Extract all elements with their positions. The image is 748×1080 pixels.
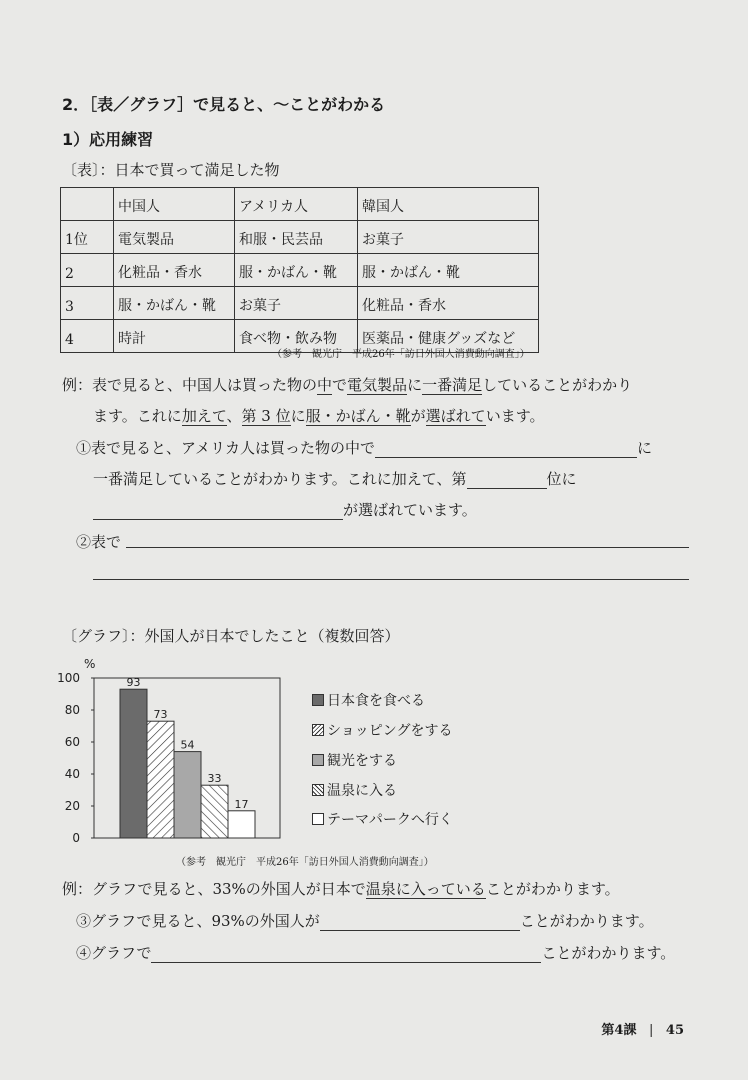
graph-label: 〔グラフ〕：外国人が日本でしたこと（複数回答） [62,627,400,645]
table-cell: 4 [61,320,114,353]
exercise-1-line-1 [76,437,652,458]
example-text: が [410,407,426,425]
example-text: で [332,376,348,394]
bar-value-label: 93 [126,676,141,690]
table-cell: 化粧品・香水 [114,254,235,287]
exercise-text: ④グラフで [76,944,152,962]
answer-line[interactable] [93,579,689,580]
example-2 [62,878,620,899]
legend-label: ショッピングをする [327,723,453,739]
exercise-1-line-2 [93,468,577,489]
table-cell: 2 [61,254,114,287]
example-text: ます。これに [93,407,182,425]
lesson-number: 第4課 [601,1023,637,1038]
table-header-cell: 中国人 [114,188,235,221]
table-header-cell: 韓国人 [358,188,539,221]
bar [147,721,174,838]
table-cell: 医薬品・健康グッズなど [358,320,539,353]
underlined-word: 電気製品 [347,376,408,394]
section-subtitle: 1）応用練習 [62,130,154,149]
table-header-cell [61,188,114,221]
table-header-cell: アメリカ人 [235,188,358,221]
answer-blank[interactable] [467,472,547,489]
table-row [61,287,539,320]
exercise-3 [76,910,654,931]
table-cell: 和服・民芸品 [235,221,358,254]
exercise-text: ③グラフで見ると、93%の外国人が [76,912,320,930]
table-cell: 食べ物・飲み物 [235,320,358,353]
table-source: （参考 観光庁 平成26年「訪日外国人消費動向調査」） [272,349,530,360]
table-header-row [61,188,539,221]
underlined-word: 服・かばん・靴 [305,407,411,425]
legend-label: 温泉に入る [327,783,397,799]
table-label: 〔表〕：日本で買って満足した物 [62,161,280,179]
y-tick-label: 80 [64,703,80,717]
bar [228,811,255,838]
exercise-text: ことがわかります。 [541,944,676,962]
exercise-text: ①表で見ると、アメリカ人は買った物の中で [76,439,375,457]
bar [201,785,228,838]
exercise-2-label: ②表で [76,533,122,551]
answer-blank[interactable] [93,503,343,520]
underlined-word: 温泉に入っている [365,880,486,898]
underlined-word: 中 [317,376,333,394]
y-tick-label: 40 [64,767,80,781]
legend-swatch [312,754,324,766]
table-cell: 化粧品・香水 [358,287,539,320]
exercise-text: ことがわかります。 [519,912,654,930]
legend-item [312,750,397,770]
table-cell: 服・かばん・靴 [358,254,539,287]
bar-value-label: 73 [153,708,168,722]
bar-value-label: 54 [180,738,195,752]
legend-label: テーマパークへ行く [327,812,453,828]
underlined-word: 第 3 位 [241,407,291,425]
table-cell: お菓子 [358,221,539,254]
table-cell: お菓子 [235,287,358,320]
bar-value-label: 33 [207,772,222,786]
exercise-4 [76,942,675,963]
underlined-word: 一番満足 [422,376,483,394]
example-text: 、 [226,407,242,425]
bar [174,752,201,838]
purchase-table [60,187,539,353]
table-cell: 時計 [114,320,235,353]
y-tick-label: 0 [72,831,80,845]
legend-item [312,690,425,710]
example-text: に [290,407,306,425]
table-cell: 電気製品 [114,221,235,254]
table-cell: 3 [61,287,114,320]
legend-swatch [312,724,324,736]
underlined-word: 加えて [181,407,227,425]
legend-label: 日本食を食べる [327,693,425,709]
section-title: 2．［表／グラフ］で見ると、～ことがわかる [62,95,386,114]
page-footer [601,1019,684,1038]
legend-item [312,780,397,800]
legend-swatch [312,784,324,796]
y-tick-label: 20 [64,799,80,813]
exercise-text: 位に [546,470,577,488]
example-1-line-1 [62,374,632,395]
table-row [61,254,539,287]
table-cell: 1位 [61,221,114,254]
example-text: 例：グラフで見ると、33%の外国人が日本で [62,880,366,898]
bar-value-label: 17 [234,797,249,811]
example-text: に [407,376,423,394]
legend-item [312,720,452,740]
legend-item [312,809,453,829]
table-row [61,221,539,254]
example-text: 例：表で見ると、中国人は買った物の [62,376,318,394]
legend-swatch [312,694,324,706]
legend-swatch [312,813,324,825]
example-text: していることがわかり [482,376,633,394]
exercise-1-line-3 [93,499,477,520]
bar-chart [50,652,300,852]
table-cell: 服・かばん・靴 [114,287,235,320]
page-number: 45 [665,1023,684,1038]
y-tick-label: 100 [57,671,80,685]
underlined-word: 選ばれて [425,407,486,425]
footer-separator: | [648,1023,654,1038]
y-tick-label: 60 [64,735,80,749]
bar [120,689,147,838]
example-text: います。 [485,407,545,425]
legend-label: 観光をする [327,753,397,769]
example-1-line-2 [93,405,545,426]
answer-line[interactable] [126,547,689,548]
exercise-text: に [636,439,652,457]
exercise-text: 一番満足していることがわかります。これに加えて、第 [93,470,467,488]
y-axis-label: % [84,657,96,671]
answer-blank[interactable] [320,914,520,931]
example-text: ことがわかります。 [485,880,620,898]
graph-source: （参考 観光庁 平成26年「訪日外国人消費動向調査」） [176,857,434,868]
table-cell: 服・かばん・靴 [235,254,358,287]
answer-blank[interactable] [375,441,637,458]
exercise-text: が選ばれています。 [343,501,477,519]
answer-blank[interactable] [151,946,541,963]
